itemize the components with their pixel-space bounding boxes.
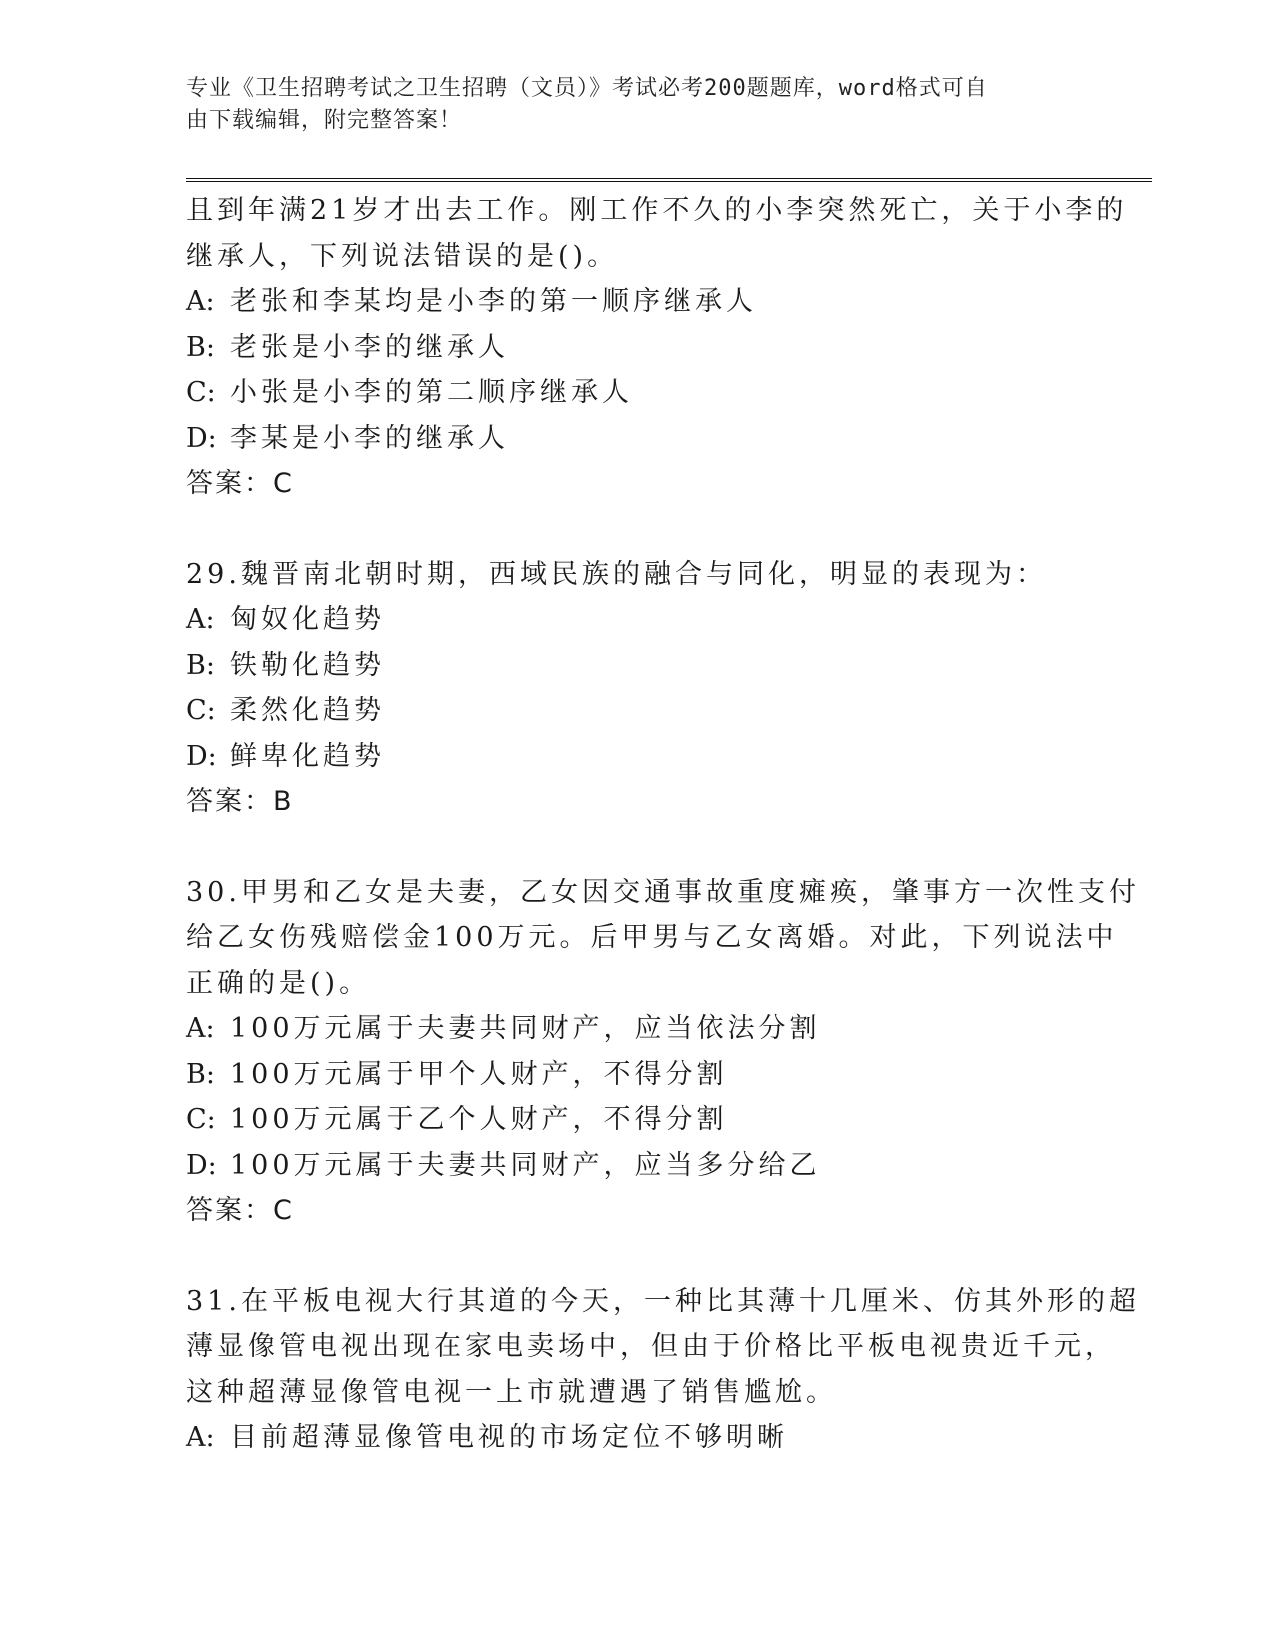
option-letter: D: [186, 422, 217, 454]
option-b [186, 1052, 1086, 1098]
option-letter: B: [186, 331, 215, 363]
option-letter: A: [186, 286, 215, 317]
option-text: 老张和李某均是小李的第一顺序继承人 [230, 286, 757, 317]
option-letter: C: [186, 1104, 216, 1135]
option-letter: A: [186, 1422, 215, 1453]
option-a [186, 1006, 1086, 1052]
document-header [186, 73, 1066, 137]
option-d [186, 734, 1086, 780]
option-text: 100万元属于甲个人财产，不得分割 [230, 1058, 728, 1090]
option-text: 老张是小李的继承人 [230, 331, 509, 363]
option-text: 铁勒化趋势 [230, 649, 385, 681]
option-text: 目前超薄显像管电视的市场定位不够明晰 [230, 1422, 788, 1453]
header-line-2: 由下载编辑，附完整答案！ [186, 108, 463, 133]
option-letter: C: [186, 377, 216, 408]
question-stem-line: 31.在平板电视大行其道的今天，一种比其薄十几厘米、仿其外形的超 [186, 1285, 1140, 1317]
question-28 [186, 188, 1128, 507]
option-a [186, 1415, 1086, 1461]
question-29 [186, 552, 1086, 825]
option-letter: B: [186, 649, 215, 681]
option-letter: D: [186, 1149, 217, 1181]
option-text: 100万元属于夫妻共同财产，应当多分给乙 [230, 1149, 821, 1181]
answer-line: 答案：C [186, 468, 294, 499]
question-stem-line: 正确的是()。 [186, 967, 371, 999]
option-text: 100万元属于夫妻共同财产，应当依法分割 [230, 1013, 821, 1044]
option-letter: A: [186, 604, 215, 635]
option-text: 李某是小李的继承人 [230, 422, 509, 454]
option-letter: C: [186, 695, 216, 726]
question-stem-line: 29.魏晋南北朝时期，西域民族的融合与同化，明显的表现为： [186, 558, 1047, 590]
option-text: 柔然化趋势 [230, 695, 385, 726]
question-stem-line: 继承人，下列说法错误的是()。 [186, 240, 619, 272]
option-c [186, 370, 1086, 416]
question-stem-line: 薄显像管电视出现在家电卖场中，但由于价格比平板电视贵近千元， [186, 1331, 1116, 1362]
option-letter: A: [186, 1013, 215, 1044]
option-text: 匈奴化趋势 [230, 604, 385, 635]
option-a [186, 597, 1086, 643]
header-divider [186, 178, 1152, 182]
option-d [186, 416, 1086, 462]
question-list [186, 188, 1140, 1461]
question-stem-line: 30.甲男和乙女是夫妻，乙女因交通事故重度瘫痪，肇事方一次性支付 [186, 876, 1140, 908]
question-stem-line: 且到年满21岁才出去工作。刚工作不久的小李突然死亡，关于小李的 [186, 195, 1128, 226]
option-text: 鲜卑化趋势 [230, 740, 385, 772]
option-d [186, 1143, 1086, 1189]
option-c [186, 688, 1086, 734]
spacer [186, 507, 1086, 552]
option-text: 100万元属于乙个人财产，不得分割 [230, 1104, 728, 1135]
option-text: 小张是小李的第二顺序继承人 [230, 377, 633, 408]
spacer [186, 825, 1086, 870]
question-31 [186, 1279, 1140, 1461]
option-letter: D: [186, 740, 217, 772]
question-stem-line: 给乙女伤残赔偿金100万元。后甲男与乙女离婚。对此，下列说法中 [186, 922, 1118, 953]
option-b [186, 325, 1086, 371]
option-c [186, 1097, 1086, 1143]
answer-line: 答案：B [186, 786, 294, 817]
question-30 [186, 870, 1140, 1234]
answer-line: 答案：C [186, 1195, 294, 1226]
header-line-1: 专业《卫生招聘考试之卫生招聘（文员）》考试必考200题题库，word格式可自 [186, 76, 988, 101]
option-b [186, 643, 1086, 689]
question-stem-line: 这种超薄显像管电视一上市就遭遇了销售尴尬。 [186, 1376, 837, 1408]
option-a [186, 279, 1086, 325]
spacer [186, 1234, 1086, 1279]
option-letter: B: [186, 1058, 215, 1090]
